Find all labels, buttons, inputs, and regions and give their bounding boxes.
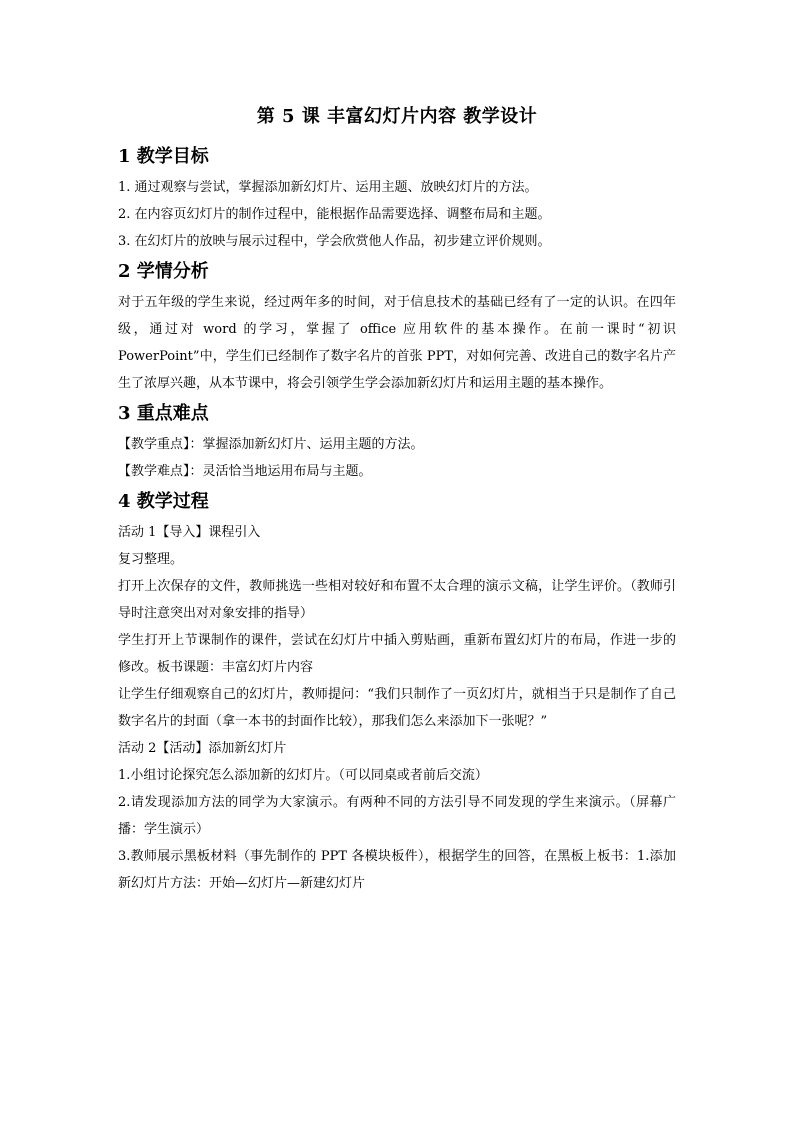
activity-heading: 活动 2【活动】添加新幻灯片 xyxy=(118,741,287,756)
process-paragraph: 2.请发现添加方法的同学为大家演示。有两种不同的方法引导不同发现的学生来演示。（屏幕广播：学生演示） xyxy=(118,795,676,837)
section-heading: 2 学情分析 xyxy=(118,261,209,282)
process-paragraph: 复习整理。 xyxy=(118,552,184,567)
process-paragraph: 让学生仔细观察自己的幻灯片，教师提问：“我们只制作了一页幻灯片，就相当于只是制作了自己数字名片的封面（拿一本书的封面作比较），那我们怎么来添加下一张呢？” xyxy=(118,687,676,729)
section-key-points xyxy=(118,401,676,485)
process-paragraph: 学生打开上节课制作的课件，尝试在幻灯片中插入剪贴画，重新布置幻灯片的布局，作进一步的修改。板书课题：丰富幻灯片内容 xyxy=(118,633,676,675)
section-heading: 3 重点难点 xyxy=(118,403,209,424)
objective-item: 2. 在内容页幻灯片的制作过程中，能根据作品需要选择、调整布局和主题。 xyxy=(118,207,551,222)
document-title: 第 5 课 丰富幻灯片内容 教学设计 xyxy=(256,106,538,127)
section-teaching-process xyxy=(118,489,676,897)
analysis-paragraph: 对于五年级的学生来说，经过两年多的时间，对于信息技术的基础已经有了一定的认识。在四年级，通过对 word 的学习，掌握了 office 应用软件的基本操作。在前一课时“初识PowerPoint”中，学生们已经制作了数字名片的首张 PPT，对如何完善、改进自己的数字名片产生了浓厚兴趣，从本节课中，将会引领学生学会添加新幻灯片和运用主题的基本操作。 xyxy=(118,295,676,391)
process-paragraph: 打开上次保存的文件，教师挑选一些相对较好和布置不太合理的演示文稿，让学生评价。（教师引导时注意突出对对象安排的指导） xyxy=(118,579,676,621)
section-heading: 4 教学过程 xyxy=(118,491,209,512)
objective-item: 3. 在幻灯片的放映与展示过程中，学会欣赏他人作品，初步建立评价规则。 xyxy=(118,234,551,249)
section-teaching-objectives xyxy=(118,144,676,255)
document-content xyxy=(118,104,676,897)
activity-heading: 活动 1【导入】课程引入 xyxy=(118,525,261,540)
key-point-item: 【教学重点】：掌握添加新幻灯片、运用主题的方法。 xyxy=(118,437,424,452)
section-heading: 1 教学目标 xyxy=(118,146,209,167)
objective-item: 1. 通过观察与尝试，掌握添加新幻灯片、运用主题、放映幻灯片的方法。 xyxy=(118,180,538,195)
section-learner-analysis xyxy=(118,259,676,397)
process-paragraph: 1.小组讨论探究怎么添加新的幻灯片。（可以同桌或者前后交流） xyxy=(118,768,488,783)
process-paragraph: 3.教师展示黑板材料（事先制作的 PPT 各模块板件），根据学生的回答，在黑板上板书：1.添加新幻灯片方法：开始—幻灯片—新建幻灯片 xyxy=(118,849,676,891)
difficulty-item: 【教学难点】：灵活恰当地运用布局与主题。 xyxy=(118,464,372,479)
